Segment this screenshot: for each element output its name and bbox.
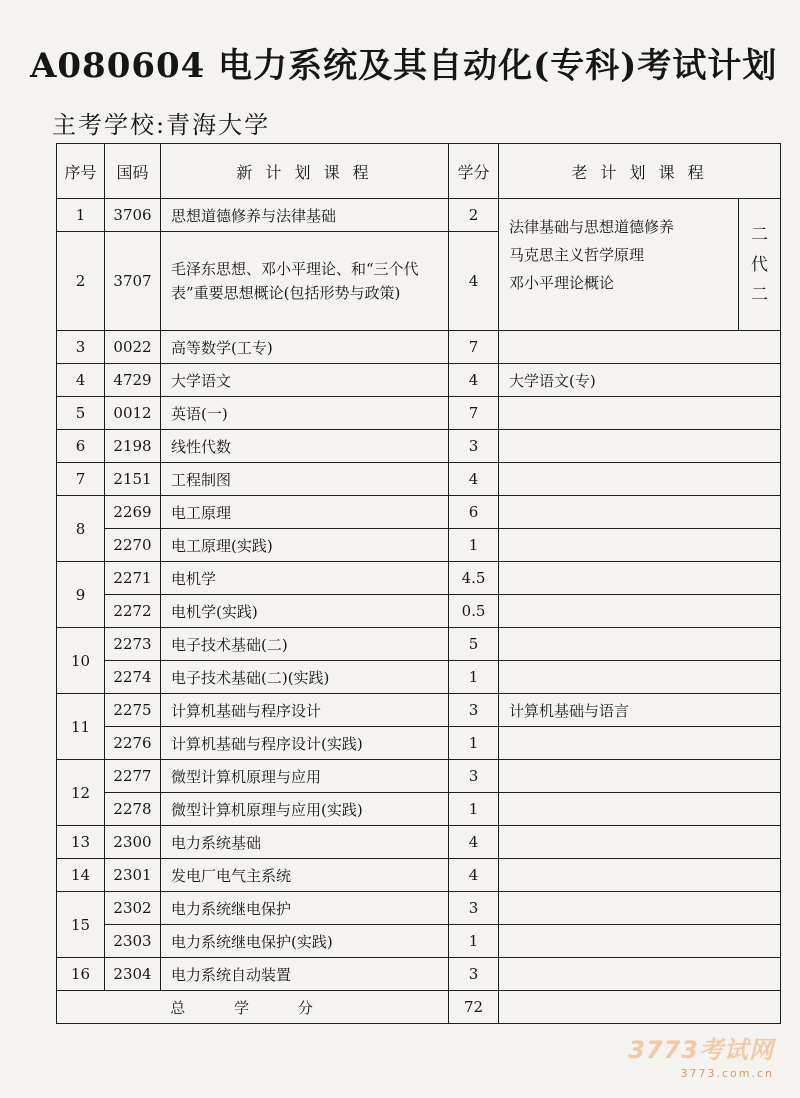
course-cell: 工程制图 <box>161 463 449 496</box>
credits-cell: 3 <box>449 694 499 727</box>
old-course-cell <box>499 595 781 628</box>
credits-cell: 1 <box>449 727 499 760</box>
table-row <box>57 364 781 397</box>
code-cell: 2277 <box>105 760 161 793</box>
table-row <box>57 430 781 463</box>
watermark-logo-text: 3773考试网 <box>628 1036 774 1064</box>
course-cell: 微型计算机原理与应用 <box>161 760 449 793</box>
credits-cell: 5 <box>449 628 499 661</box>
table-row <box>57 694 781 727</box>
course-cell: 微型计算机原理与应用(实践) <box>161 793 449 826</box>
code-cell: 2302 <box>105 892 161 925</box>
old-group-marker <box>739 199 781 331</box>
course-cell: 电子技术基础(二)(实践) <box>161 661 449 694</box>
credits-cell: 4.5 <box>449 562 499 595</box>
old-course-line: 法律基础与思想道德修养 <box>509 218 675 236</box>
total-credits: 72 <box>449 991 499 1024</box>
old-course-cell: 计算机基础与语言 <box>499 694 781 727</box>
old-course-cell <box>499 925 781 958</box>
code-cell: 2151 <box>105 463 161 496</box>
code-cell: 4729 <box>105 364 161 397</box>
credits-cell: 7 <box>449 331 499 364</box>
course-cell: 电工原理(实践) <box>161 529 449 562</box>
table-row <box>57 529 781 562</box>
code-cell: 2301 <box>105 859 161 892</box>
table-row <box>57 628 781 661</box>
code-cell: 2272 <box>105 595 161 628</box>
table-row <box>57 793 781 826</box>
course-cell: 电子技术基础(二) <box>161 628 449 661</box>
course-cell: 毛泽东思想、邓小平理论、和“三个代表”重要思想概论(包括形势与政策) <box>161 232 449 331</box>
old-course-cell <box>499 628 781 661</box>
credits-cell: 1 <box>449 661 499 694</box>
exam-plan-table <box>56 143 781 1024</box>
marker-char: 二 <box>751 284 768 305</box>
seq-cell: 12 <box>57 760 105 826</box>
seq-cell: 16 <box>57 958 105 991</box>
course-cell: 发电厂电气主系统 <box>161 859 449 892</box>
code-cell: 2304 <box>105 958 161 991</box>
code-cell: 2269 <box>105 496 161 529</box>
code-cell: 2303 <box>105 925 161 958</box>
old-course-line: 马克思主义哲学原理 <box>509 246 645 264</box>
code-cell: 2274 <box>105 661 161 694</box>
credits-cell: 0.5 <box>449 595 499 628</box>
course-cell: 电工原理 <box>161 496 449 529</box>
course-cell: 英语(一) <box>161 397 449 430</box>
school-label: 主考学校:青海大学 <box>52 111 271 139</box>
table-row <box>57 892 781 925</box>
old-course-cell <box>499 661 781 694</box>
header-code: 国码 <box>105 144 161 199</box>
code-cell: 2276 <box>105 727 161 760</box>
seq-cell: 4 <box>57 364 105 397</box>
total-old-empty <box>499 991 781 1024</box>
old-course-cell: 大学语文(专) <box>499 364 781 397</box>
header-old-course: 老 计 划 课 程 <box>499 144 781 199</box>
credits-cell: 4 <box>449 364 499 397</box>
old-course-cell <box>499 958 781 991</box>
seq-cell: 7 <box>57 463 105 496</box>
course-cell: 电力系统继电保护 <box>161 892 449 925</box>
total-row <box>57 991 781 1024</box>
code-cell: 3706 <box>105 199 161 232</box>
code-cell: 2300 <box>105 826 161 859</box>
code-cell: 2271 <box>105 562 161 595</box>
course-cell: 计算机基础与程序设计(实践) <box>161 727 449 760</box>
seq-cell: 5 <box>57 397 105 430</box>
course-cell: 计算机基础与程序设计 <box>161 694 449 727</box>
seq-cell: 1 <box>57 199 105 232</box>
course-cell: 高等数学(工专) <box>161 331 449 364</box>
old-course-cell <box>499 892 781 925</box>
table-row <box>57 826 781 859</box>
table-row <box>57 331 781 364</box>
old-course-cell <box>499 397 781 430</box>
table-row <box>57 661 781 694</box>
header-new-course: 新 计 划 课 程 <box>161 144 449 199</box>
old-course-cell <box>499 727 781 760</box>
credits-cell: 4 <box>449 859 499 892</box>
code-cell: 2273 <box>105 628 161 661</box>
table-row <box>57 199 781 232</box>
course-cell: 电机学 <box>161 562 449 595</box>
table-row <box>57 496 781 529</box>
seq-cell: 9 <box>57 562 105 628</box>
old-course-cell <box>499 562 781 595</box>
seq-cell: 3 <box>57 331 105 364</box>
credits-cell: 1 <box>449 793 499 826</box>
seq-cell: 13 <box>57 826 105 859</box>
seq-cell: 6 <box>57 430 105 463</box>
credits-cell: 3 <box>449 958 499 991</box>
old-course-cell <box>499 793 781 826</box>
seq-cell: 14 <box>57 859 105 892</box>
course-cell: 电力系统自动装置 <box>161 958 449 991</box>
table-row <box>57 727 781 760</box>
credits-cell: 3 <box>449 760 499 793</box>
table-row <box>57 595 781 628</box>
code-cell: 0022 <box>105 331 161 364</box>
table-row <box>57 562 781 595</box>
marker-char: 代 <box>751 254 768 275</box>
seq-cell: 15 <box>57 892 105 958</box>
old-course-cell <box>499 496 781 529</box>
site-watermark <box>628 1030 774 1080</box>
table-row <box>57 859 781 892</box>
credits-cell: 2 <box>449 199 499 232</box>
code-cell: 2278 <box>105 793 161 826</box>
credits-cell: 4 <box>449 463 499 496</box>
course-cell: 电机学(实践) <box>161 595 449 628</box>
credits-cell: 1 <box>449 529 499 562</box>
seq-cell: 11 <box>57 694 105 760</box>
credits-cell: 4 <box>449 232 499 331</box>
old-course-cell <box>499 760 781 793</box>
table-row <box>57 958 781 991</box>
old-course-cell <box>499 463 781 496</box>
header-seq: 序号 <box>57 144 105 199</box>
marker-char: 二 <box>751 224 768 245</box>
old-course-cell <box>499 331 781 364</box>
table-row <box>57 760 781 793</box>
old-course-cell <box>499 826 781 859</box>
code-cell: 2275 <box>105 694 161 727</box>
course-cell: 电力系统继电保护(实践) <box>161 925 449 958</box>
credits-cell: 4 <box>449 826 499 859</box>
course-cell: 大学语文 <box>161 364 449 397</box>
credits-cell: 6 <box>449 496 499 529</box>
old-course-cell <box>499 430 781 463</box>
old-course-cell <box>499 529 781 562</box>
header-credits: 学分 <box>449 144 499 199</box>
page-title: A080604 电力系统及其自动化(专科)考试计划 <box>30 46 778 86</box>
seq-cell: 2 <box>57 232 105 331</box>
code-cell: 0012 <box>105 397 161 430</box>
course-cell: 电力系统基础 <box>161 826 449 859</box>
old-course-group <box>499 199 739 331</box>
table-row <box>57 397 781 430</box>
code-cell: 3707 <box>105 232 161 331</box>
total-label: 总 学 分 <box>57 991 449 1024</box>
course-cell: 思想道德修养与法律基础 <box>161 199 449 232</box>
table-header-row <box>57 144 781 199</box>
old-course-cell <box>499 859 781 892</box>
course-cell: 线性代数 <box>161 430 449 463</box>
code-cell: 2270 <box>105 529 161 562</box>
watermark-url: 3773.com.cn <box>680 1067 774 1080</box>
credits-cell: 3 <box>449 430 499 463</box>
credits-cell: 1 <box>449 925 499 958</box>
credits-cell: 3 <box>449 892 499 925</box>
table-row <box>57 925 781 958</box>
old-course-line: 邓小平理论概论 <box>509 274 615 292</box>
code-cell: 2198 <box>105 430 161 463</box>
seq-cell: 8 <box>57 496 105 562</box>
credits-cell: 7 <box>449 397 499 430</box>
seq-cell: 10 <box>57 628 105 694</box>
table-row <box>57 463 781 496</box>
